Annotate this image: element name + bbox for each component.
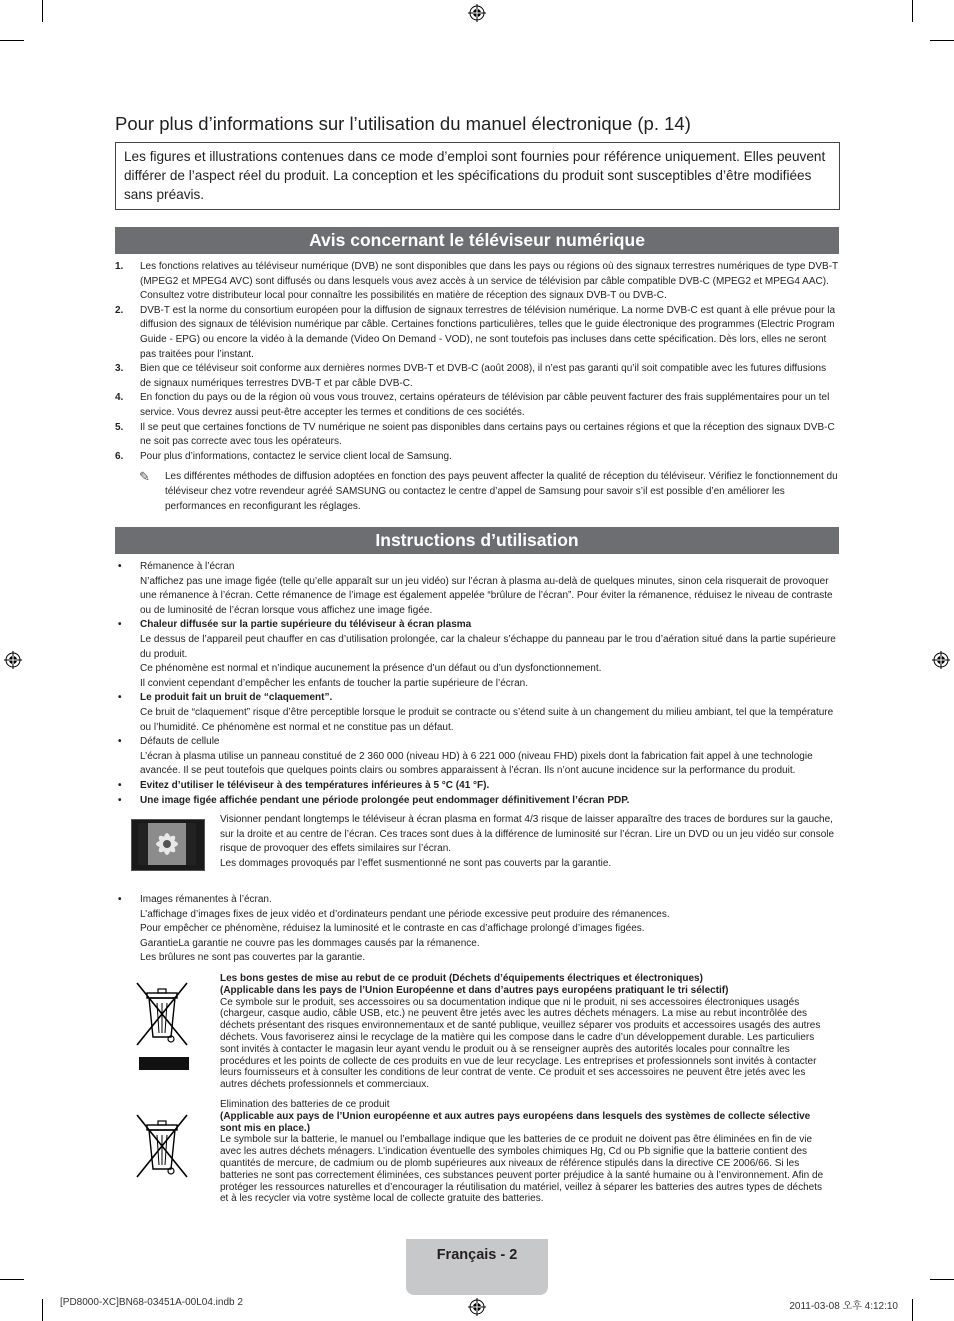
list-item (115, 794, 839, 809)
list-item (115, 893, 839, 966)
list-item-text: Pour plus d’informations, contactez le service client local de Samsung. (140, 450, 452, 462)
list-item (115, 304, 839, 362)
item-text: Ce phénomène est normal et n’indique aucunement la présence d’un défaut ou d’un dysfonctionnement. (140, 663, 602, 675)
bullet-icon: • (118, 794, 122, 806)
weee-heading: Les bons gestes de mise au rebut de ce produit (Déchets d’équipements électriques et électroniques) (220, 973, 703, 984)
bullet-icon: • (118, 779, 122, 791)
bullet-icon: • (118, 692, 122, 704)
item-text (140, 937, 839, 952)
print-slug-file: [PD8000-XC]BN68-03451A-00L04.indb 2 (60, 1297, 243, 1308)
weee-subheading: (Applicable dans les pays de l’Union Européenne et dans d’autres pays européens pratiquant le tri sélectif) (220, 984, 729, 996)
crop-mark (930, 40, 954, 41)
list-number: 3. (115, 363, 124, 375)
crop-mark (912, 0, 913, 22)
item-text: Les brûlures ne sont pas couvertes par la garantie. (140, 952, 366, 964)
bullet-icon: • (118, 619, 122, 631)
section-header-instructions: Instructions d’utilisation (115, 527, 839, 554)
pencil-icon: ✎ (139, 469, 150, 485)
crossed-battery-bin-icon (133, 1111, 193, 1187)
weee-text (220, 973, 832, 1091)
list-item-text: En fonction du pays ou de la région où vous vous trouvez, certains opérateurs de télévision par câble peuvent facturer des frais supplémentaires pour un tel service. Vous devrez aussi peut-être accepter les termes et conditions de ces sociétés. (140, 392, 830, 418)
crop-mark (42, 1299, 43, 1321)
list-item (115, 691, 839, 735)
tv-screen (138, 823, 196, 865)
list-item (115, 260, 839, 304)
screen-burn-illustration-row (115, 813, 839, 893)
list-item (115, 560, 839, 618)
item-heading: Le produit fait un bruit de “claquement”. (140, 692, 333, 704)
crop-mark (0, 1279, 24, 1280)
page-number: Français - 2 (436, 1247, 518, 1263)
list-item-text: DVB-T est la norme du consortium européen pour la diffusion de signaux terrestres de télévision numérique. La norme DVB-C est quant à elle prévue pour la diffusion des signaux de télévision numérique par câble. Certaines fonctions particulières, telles que le guide électronique des programmes (Electric Program Guide - EPG) ou encore la vidéo à la demande (Video On Demand - VOD), ne sont toutefois pas incluses dans cette spécification. Dès lors, elles ne seront pas traitées pour l’instant. (140, 304, 836, 360)
note-text: Les différentes méthodes de diffusion adoptées en fonction des pays peuvent affecter la qualité de réception du téléviseur. Vérifiez le fonctionnement du téléviseur chez votre revendeur agréé SAMSUNG ou contactez le centre d’appel de Samsung pour savoir s’il est possible d’en améliorer les performances en reconfigurant les réglages. (165, 471, 838, 512)
list-item (115, 450, 839, 465)
list-number: 2. (115, 304, 124, 316)
page-title: Pour plus d’informations sur l’utilisation du manuel électronique (p. 14) (115, 113, 691, 134)
illustration-text (220, 813, 838, 871)
registration-mark-icon (4, 651, 22, 669)
page-number-tab (406, 1239, 548, 1295)
list-item (115, 391, 839, 420)
list-item (115, 735, 839, 779)
item-heading: Défauts de cellule (140, 736, 220, 748)
crop-mark (42, 0, 43, 22)
warranty-text: La garantie ne couvre pas les dommages causés par la rémanence. (178, 937, 480, 949)
battery-text (220, 1099, 832, 1205)
disclaimer-box: Les figures et illustrations contenues dans ce mode d’emploi sont fournies pour référence uniquement. Elles peuvent différer de l’aspect réel du produit. La conception et les spécifications du produit sont susceptibles d’être modifiées sans préavis. (115, 142, 840, 210)
tv-image (131, 819, 205, 871)
list-number: 5. (115, 421, 124, 433)
bullet-icon: • (118, 736, 122, 748)
battery-heading: Elimination des batteries de ce produit (220, 1099, 390, 1110)
section-header-digital-tv: Avis concernant le téléviseur numérique (115, 227, 839, 254)
item-text: L’affichage d’images fixes de jeux vidéo et d’ordinateurs pendant une période excessive peut produire des rémanences. (140, 908, 670, 920)
list-number: 6. (115, 450, 124, 462)
list-number: 4. (115, 392, 124, 404)
item-heading: Images rémanentes à l’écran. (140, 894, 272, 906)
item-heading: Evitez d’utiliser le téléviseur à des températures inférieures à 5 °C (41 °F). (140, 779, 490, 791)
weee-body: Ce symbole sur le produit, ses accessoires ou sa documentation indique que ni le produit, ni ses accessoires électroniques usagés (chargeur, casque audio, câble USB, etc.) ne peuvent être jetés avec les autres déchets ménagers. La mise au rebut incontrôlée des déchets présentant des risques environnementaux et de santé publique, veuillez séparer vos produits et accessoires usagés des autres déchets. Vous favoriserez ainsi le recyclage de la matière qui les compose dans le cadre d’un développement durable. Les particuliers sont invités à contacter le magasin leur ayant vendu le produit ou à se renseigner auprès des autorités locales pour connaître les procédures et les points de collecte de ces produits en vue de leur recyclage. Les entreprises et professionnels sont invités à contacter leurs fournisseurs et à consulter les conditions de leur contrat de vente. Ce produit et ses accessoires ne peuvent être jetés avec les autres déchets professionnels et commerciaux. (220, 996, 821, 1091)
crop-mark (912, 1299, 913, 1321)
bullet-icon: • (118, 561, 122, 572)
print-slug-date: 2011-03-08 오후 4:12:10 (789, 1301, 898, 1312)
list-item-text: Bien que ce téléviseur soit conforme aux dernières normes DVB-T et DVB-C (août 2008), il n’est pas garanti qu’il soit compatible avec les futures diffusions de signaux numériques terrestres DVB-T et par câble DVB-C. (140, 363, 827, 389)
battery-body: Le symbole sur la batterie, le manuel ou l’emballage indique que les batteries de ce produit ne doivent pas être éliminées en fin de vie avec les autres déchets ménagers. L’indication éventuelle des symboles chimiques Hg, Cd ou Pb signifie que la batterie contient des quantités de mercure, de cadmium ou de plomb supérieures aux niveaux de référence stipulés dans la directive CE 2006/66. Si les batteries ne sont pas correctement éliminées, ces substances peuvent porter préjudice à la santé humaine ou à l’environnement. Afin de protéger les ressources naturelles et d’encourager la réutilisation du matériel, veillez à séparer les batteries des autres types de déchets et à les recycler via votre système local de collecte gratuite des batteries. (220, 1134, 824, 1205)
list-item (115, 779, 839, 794)
list-item-text: Les fonctions relatives au téléviseur numérique (DVB) ne sont disponibles que dans les pays ou régions où des signaux terrestres numériques de type DVB-T (MPEG2 et MPEG4 AVC) sont diffusés ou dans lesquels vous avez accès à un service de télévision par câble compatible DVB-C (MPEG2 et MPEG4 AAC). Consultez votre distributeur local pour connaître les possibilités en matière de réception des signaux DVB-T ou DVB-C. (140, 261, 838, 302)
item-text: L’écran à plasma utilise un panneau constitué de 2 360 000 (niveau HD) à 6 221 000 (niveau FHD) pixels dont la fabrication fait appel à une technologie avancée. Il se peut toutefois que quelques points clairs ou sombres apparaissent à l’écran. Ils n’ont aucune incidence sur la performance du produit. (140, 750, 813, 777)
item-text: Les dommages provoqués par l’effet susmentionné ne sont pas couverts par la garantie. (220, 857, 612, 869)
item-text: Visionner pendant longtemps le téléviseur à écran plasma en format 4/3 risque de laisser apparaître des traces de bordures sur la gauche, sur la droite et au centre de l’écran. Ces traces sont dues à la différence de luminosité sur l’écran. Lire un DVD ou un jeu vidéo sur console risque de provoquer des effets similaires sur l’écran. (220, 814, 835, 855)
item-heading: Chaleur diffusée sur la partie supérieure du téléviseur à écran plasma (140, 619, 472, 631)
item-text: Ce bruit de “claquement” risque d’être perceptible lorsque le produit se contracte ou s’étend suite à un changement du milieu ambiant, tel que la température ou l’humidité. Ce phénomène est normal et ne constitue pas un défaut. (140, 706, 834, 733)
crop-mark (930, 1279, 954, 1280)
crop-mark (0, 40, 24, 41)
registration-mark-icon (468, 4, 486, 22)
item-text: Le dessus de l’appareil peut chauffer en cas d’utilisation prolongée, car la chaleur s’échappe du panneau par le trou d’aération situé dans la partie supérieure du produit. (140, 633, 836, 660)
battery-subheading: (Applicable aux pays de l’Union européenne et aux autres pays européens dans lesquels des systèmes de collecte sélective sont mis en place.) (220, 1110, 811, 1134)
list-item (115, 421, 839, 450)
item-text: N’affichez pas une image figée (telle qu’elle apparaît sur un jeu vidéo) sur l’écran à plasma au-delà de quelques minutes, sinon cela risquerait de provoquer une rémanence à l’écran. Cette rémanence de l’image est également appelée “brûlure de l’écran”. Pour éviter la rémanence, réduisez le niveau de contraste ou de luminosité de l’écran lorsque vous affichez une image figée. (140, 575, 833, 616)
warranty-label: Garantie (140, 937, 179, 949)
bullet-icon: • (118, 894, 122, 906)
flower-icon (138, 823, 196, 865)
instructions-list (115, 560, 839, 966)
registration-mark-icon (932, 651, 950, 669)
item-heading: Rémanence à l’écran (140, 561, 235, 572)
list-item-text: Il se peut que certaines fonctions de TV numérique ne soient pas disponibles dans certains pays ou certaines régions et que la réception des signaux DVB-C ne soit pas correcte avec tous les opérateurs. (140, 421, 835, 448)
crossed-bin-icon (133, 979, 193, 1075)
note (115, 470, 839, 514)
item-text: Pour empêcher ce phénomène, réduisez la luminosité et le contraste en cas d’affichage prolongé d’images figées. (140, 923, 645, 935)
list-item (115, 362, 839, 391)
item-text: Il convient cependant d’empêcher les enfants de toucher la partie supérieure de l’écran. (140, 677, 529, 689)
digital-tv-list (115, 260, 839, 514)
list-number: 1. (115, 261, 124, 272)
list-item (115, 618, 839, 691)
item-heading: Une image figée affichée pendant une période prolongée peut endommager définitivement l’écran PDP. (140, 794, 630, 806)
registration-mark-icon (468, 1298, 486, 1316)
